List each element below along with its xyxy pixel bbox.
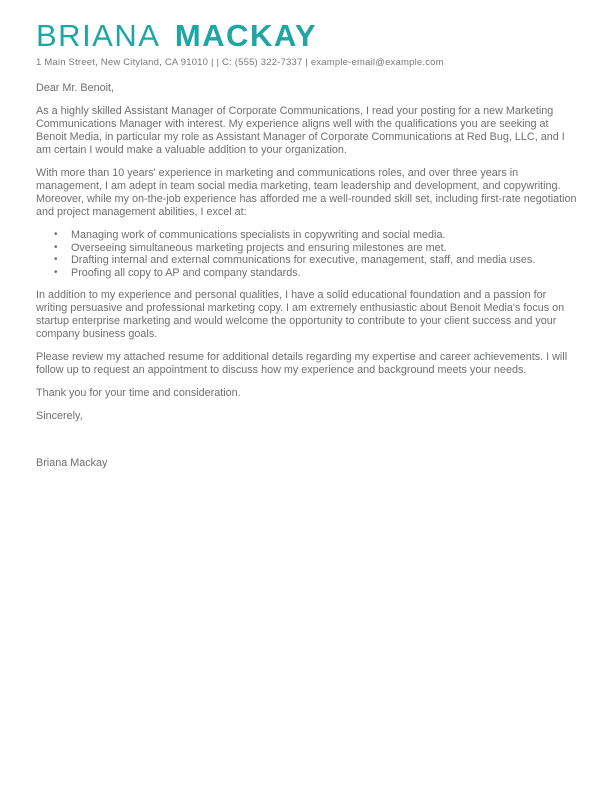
bullet-icon: •: [54, 241, 58, 253]
bullet-text: Drafting internal and external communications for executive, management, staff, and media uses.: [71, 254, 536, 267]
bullet-icon: •: [54, 266, 58, 278]
candidate-last-name: MACKAY: [174, 18, 318, 53]
paragraph-education: In addition to my experience and personal qualities, I have a solid educational foundation and a passion for writing persuasive and professional marketing copy. I am extremely enthusiastic about Benoit Media's focus on startup enterprise marketing and would welcome the opportunity to contribute to your client success and your company business goals.: [36, 289, 565, 341]
list-item: [54, 229, 577, 242]
letter-header: [36, 18, 577, 68]
paragraph-experience: With more than 10 years' experience in marketing and communications roles, and over three years in management, I am adept in team social media marketing, team leadership and development, and copywriting. Moreover, while my on-the-job experience has afforded me a well-rounded skill set, including first-rate negotiation and project management abilities, I excel at:: [36, 167, 577, 218]
paragraph-follow-up: Please review my attached resume for additional details regarding my expertise and career achievements. I will follow up to request an appointment to discuss how my experience and background meets your needs.: [36, 351, 568, 377]
bullet-text: Proofing all copy to AP and company standards.: [71, 266, 301, 279]
signature-name: Briana Mackay: [36, 457, 108, 470]
signoff-line: Sincerely,: [36, 410, 83, 423]
paragraph-intro: As a highly skilled Assistant Manager of Corporate Communications, I read your posting for a new Marketing Communications Manager with interest. My experience aligns well with the qualifications you are seeking at Benoit Media, in particular my role as Assistant Manager of Corporate Communications at Red Bug, LLC, and I am certain I would make a valuable addition to your organization.: [36, 105, 565, 156]
contact-info: 1 Main Street, New Cityland, CA 91010 | | C: (555) 322-7337 | example-email@example.com: [36, 57, 444, 68]
list-item: [54, 267, 577, 280]
bullet-icon: •: [54, 254, 58, 266]
candidate-first-name: BRIANA: [36, 18, 159, 53]
bullet-text: Overseeing simultaneous marketing projects and ensuring milestones are met.: [71, 241, 447, 254]
bullet-icon: •: [54, 229, 58, 240]
thanks-line: Thank you for your time and consideration.: [36, 387, 241, 400]
candidate-name: [36, 18, 577, 54]
letter-body: [36, 82, 577, 470]
skills-bullet-list: [36, 229, 577, 279]
salutation: Dear Mr. Benoit,: [36, 82, 115, 94]
list-item: [54, 242, 577, 255]
list-item: [54, 254, 577, 267]
bullet-text: Managing work of communications specialists in copywriting and social media.: [71, 229, 446, 241]
